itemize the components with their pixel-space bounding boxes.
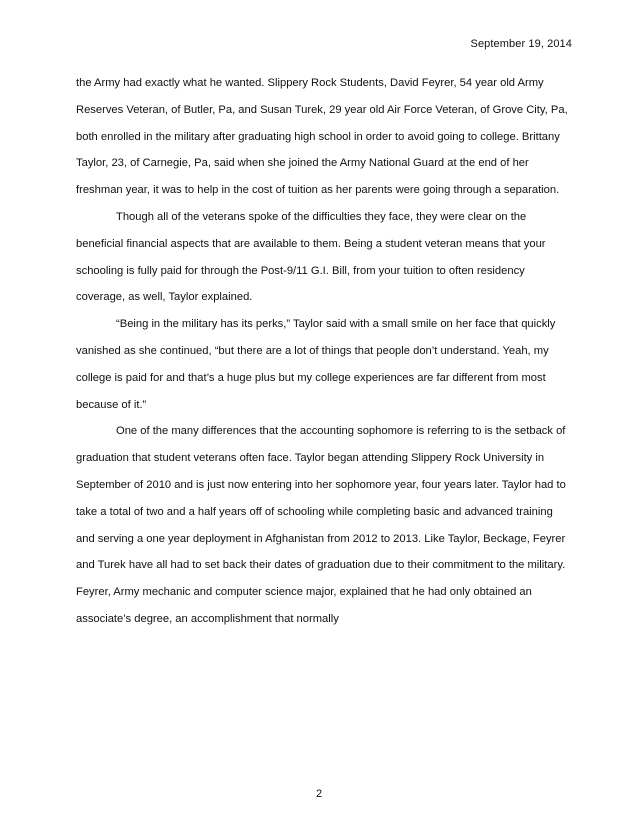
article-body [76,70,568,633]
paragraph-graduation-setback: One of the many differences that the accounting sophomore is referring to is the setback of graduation that student veterans often face. Taylor began attending Slippery Rock University in September of 2010 and is just now entering into her sophomore year, four years later. Taylor had to take a total of two and a half years off of schooling while completing basic and advanced training and serving a one year deployment in Afghanistan from 2012 to 2013. Like Taylor, Beckage, Feyrer and Turek have all had to set back their dates of graduation due to their commitment to the military. Feyrer, Army mechanic and computer science major, explained that he had only obtained an associate’s degree, an accomplishment that normally [76,425,566,625]
paragraph-continuation: the Army had exactly what he wanted. Slippery Rock Students, David Feyrer, 54 year old Army Reserves Veteran, of Butler, Pa, and Susan Turek, 29 year old Air Force Veteran, of Grove City, Pa, both enrolled in the military after graduating high school in order to avoid going to college. Brittany Taylor, 23, of Carnegie, Pa, said when she joined the Army National Guard at the end of her freshman year, it was to help in the cost of tuition as her parents were going through a separation. [76,77,568,197]
paragraph-taylor-quote: “Being in the military has its perks,” Taylor said with a small smile on her face that quickly vanished as she continued, “but there are a lot of things that people don’t understand. Yeah, my college is paid for and that’s a huge plus but my college experiences are far different from most because of it.” [76,318,556,411]
page-number: 2 [315,788,323,800]
paragraph-financial-benefits: Though all of the veterans spoke of the difficulties they face, they were clear on the beneficial financial aspects that are available to them. Being a student veteran means that your schooling is fully paid for through the Post-9/11 G.I. Bill, from your tuition to often residency coverage, as well, Taylor explained. [76,210,546,304]
header-date: September 19, 2014 [470,38,572,50]
